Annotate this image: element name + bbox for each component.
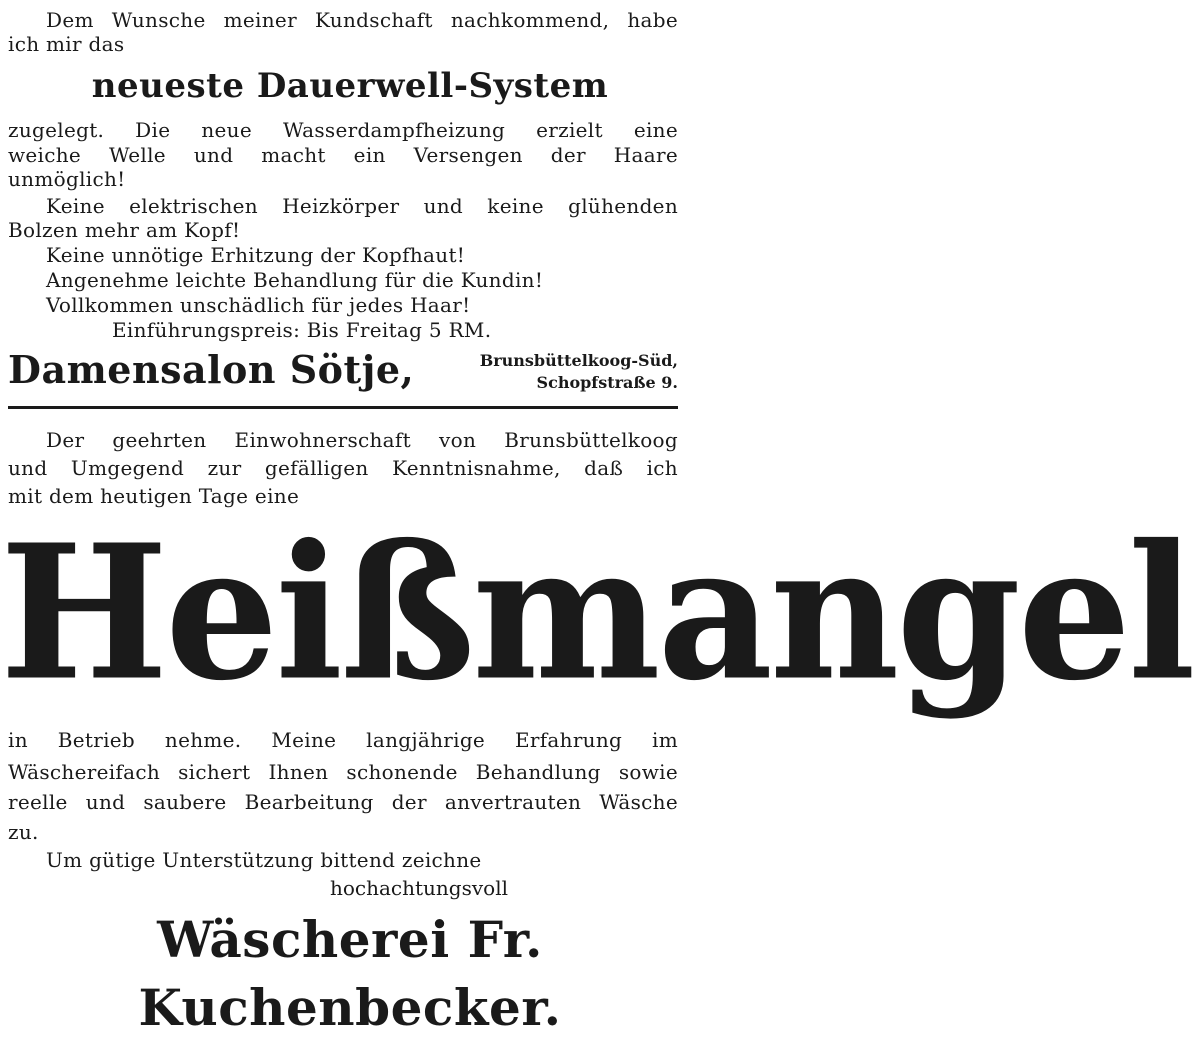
ad1-headline: neueste Dauerwell-System <box>91 66 609 106</box>
ad2-signature: Wäscherei Fr. Kuchenbecker. <box>138 910 562 1037</box>
ad1-body-line-3: unmöglich! <box>8 167 126 191</box>
ad1-price-line: Einführungspreis: Bis Freitag 5 RM. <box>112 318 492 342</box>
ad1-intro-line-2: ich mir das <box>8 32 125 56</box>
separator-rule <box>8 406 678 409</box>
ad2-body-line-1: in Betrieb nehme. Meine langjährige Erfahrung im <box>8 728 678 752</box>
ad2-closing: Um gütige Unterstützung bittend zeichne <box>46 848 482 872</box>
ad1-body-line-1: zugelegt. Die neue Wasserdampfheizung erzielt eine <box>8 118 678 142</box>
ad2-body-line-4: zu. <box>8 820 39 844</box>
ad2-body-line-2: Wäschereifach sichert Ihnen schonende Behandlung sowie <box>8 760 678 784</box>
ad2-intro-line-3: mit dem heutigen Tage eine <box>8 484 300 508</box>
ad1-body-line-7: Angenehme leichte Behandlung für die Kundin! <box>46 268 544 292</box>
ad1-body-line-5: Bolzen mehr am Kopf! <box>8 218 241 242</box>
ad2-intro-line-2: und Umgegend zur gefälligen Kenntnisnahme, daß ich <box>8 456 678 480</box>
ad1-address-line-1: Brunsbüttelkoog-Süd, <box>479 351 678 370</box>
ad1-address-line-2: Schopfstraße 9. <box>536 373 678 392</box>
ad1-intro-line-1: Dem Wunsche meiner Kundschaft nachkommend, habe <box>46 8 678 32</box>
ad1-body-line-8: Vollkommen unschädlich für jedes Haar! <box>46 293 471 317</box>
ad2-salutation: hochachtungsvoll <box>330 876 509 900</box>
ad2-big-word: Heißmangel <box>0 503 1193 722</box>
ad1-footer <box>8 346 678 402</box>
ad1-body-line-4: Keine elektrischen Heizkörper und keine glühenden <box>46 194 678 218</box>
ad2-intro-line-1: Der geehrten Einwohnerschaft von Brunsbüttelkoog <box>46 428 678 452</box>
ad1-address <box>480 350 678 394</box>
ad2-body-line-3: reelle und saubere Bearbeitung der anvertrauten Wäsche <box>8 790 678 814</box>
ad1-body-line-2: weiche Welle und macht ein Versengen der Haare <box>8 143 678 167</box>
ad1-business-name: Damensalon Sötje, <box>8 347 415 392</box>
ad1-body-line-6: Keine unnötige Erhitzung der Kopfhaut! <box>46 243 466 267</box>
